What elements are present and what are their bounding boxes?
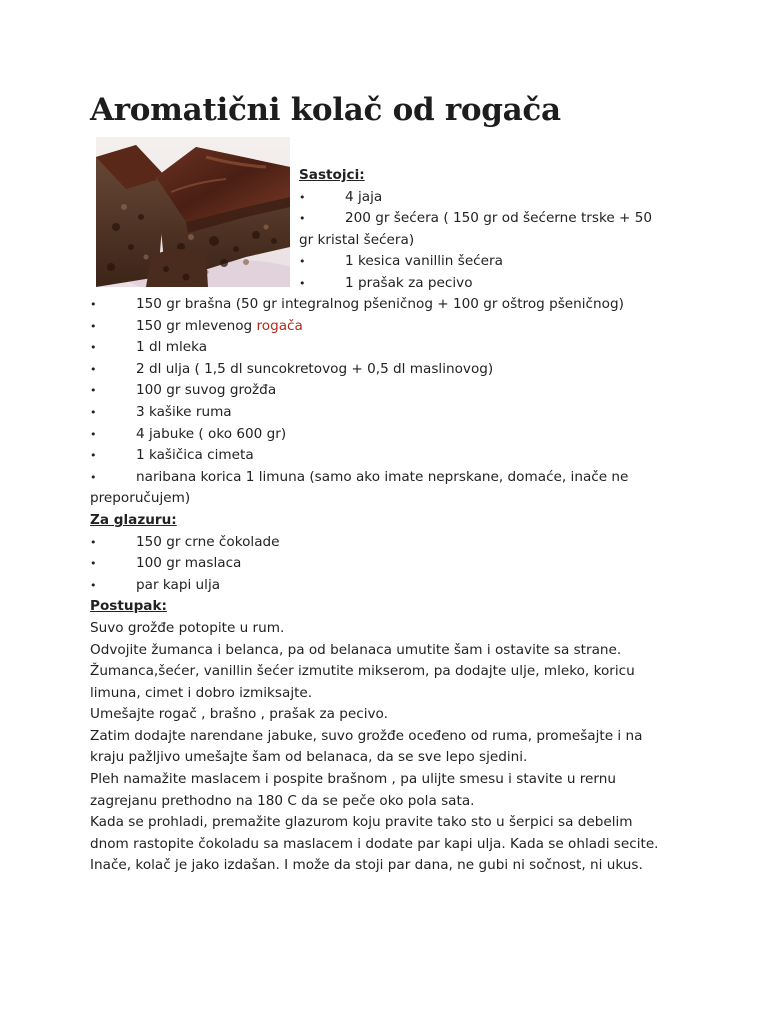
ingredients-main-list xyxy=(90,294,670,510)
bullet-icon: • xyxy=(90,557,97,571)
cake-photo-icon xyxy=(96,137,290,287)
ingredient-text: 3 kašike ruma xyxy=(136,403,232,420)
bullet-icon: • xyxy=(90,362,97,376)
instruction-line: Odvojite žumanca i belanca, pa od belanaca umutite šam i ostavite sa strane. xyxy=(90,641,622,658)
list-item xyxy=(90,467,670,510)
instructions xyxy=(90,618,670,877)
ingredient-text: 4 jaja xyxy=(345,188,383,205)
bullet-icon: • xyxy=(90,427,97,441)
rogac-link[interactable]: rogača xyxy=(256,317,303,334)
bullet-icon: • xyxy=(90,384,97,398)
instruction-line: Kada se prohladi, premažite glazurom koju pravite tako sto u šerpici sa debelim dnom rastopite čokoladu sa maslacem i dodate par kapi ulja. Kada se ohladi secite. xyxy=(90,814,659,852)
ingredient-text: 200 gr šećera ( 150 gr od šećerne trske + 50 gr kristal šećera) xyxy=(299,210,653,248)
bullet-icon: • xyxy=(299,255,306,269)
glazura-list xyxy=(90,532,670,597)
ingredient-text: naribana korica 1 limuna (samo ako imate neprskane, domaće, inače ne preporučujem) xyxy=(90,468,629,507)
instruction-line: Inače, kolač je jako izdašan. I može da stoji par dana, ne gubi ni sočnost, ni ukus. xyxy=(90,857,643,874)
page-title: Aromatični kolač od rogača xyxy=(90,92,561,128)
ingredient-text: 100 gr suvog grožđa xyxy=(136,382,277,399)
ingredients-top-list xyxy=(299,187,669,295)
ingredient-text: 150 gr crne čokolade xyxy=(136,533,280,550)
instruction-line: Suvo grožđe potopite u rum. xyxy=(90,619,285,636)
list-item xyxy=(90,532,670,554)
bullet-icon: • xyxy=(90,470,97,484)
list-item xyxy=(90,316,670,338)
list-item xyxy=(299,251,669,273)
instruction-line: Zatim dodajte narendane jabuke, suvo grožđe oceđeno od ruma, promešajte i na kraju pažljivo umešajte šam od belanaca, da se sve lepo sjedini. xyxy=(90,727,643,766)
list-item xyxy=(90,380,670,402)
ingredients-top xyxy=(299,165,669,295)
ingredient-text: 2 dl ulja ( 1,5 dl suncokretovog + 0,5 dl maslinovog) xyxy=(136,360,494,377)
list-item xyxy=(90,359,670,381)
instruction-line: Žumanca,šećer, vanillin šećer izmutite mikserom, pa dodajte ulje, mleko, koricu limuna, cimet i dobro izmiksajte. xyxy=(90,663,635,701)
bullet-icon: • xyxy=(90,341,97,355)
glazura-heading: Za glazuru: xyxy=(90,511,177,528)
bullet-icon: • xyxy=(90,449,97,463)
list-item xyxy=(90,424,670,446)
ingredient-text: 150 gr mlevenog xyxy=(136,317,257,334)
list-item xyxy=(90,553,670,575)
ingredient-text: 1 kašičica cimeta xyxy=(136,447,254,464)
sastojci-heading: Sastojci: xyxy=(299,167,365,183)
instruction-line: Umešajte rogač , brašno , prašak za pecivo. xyxy=(90,706,388,723)
list-item xyxy=(90,294,670,316)
bullet-icon: • xyxy=(90,405,97,419)
ingredient-text: 4 jabuke ( oko 600 gr) xyxy=(136,425,287,442)
bullet-icon: • xyxy=(299,190,306,204)
ingredient-text: 1 dl mleka xyxy=(136,339,208,356)
ingredient-text: 100 gr maslaca xyxy=(136,555,242,572)
ingredient-text: 1 prašak za pecivo xyxy=(345,274,473,291)
list-item xyxy=(299,187,669,209)
list-item xyxy=(90,445,670,467)
cake-photo xyxy=(96,137,290,287)
ingredient-text: par kapi ulja xyxy=(136,576,221,593)
list-item xyxy=(90,575,670,597)
instruction-line: Pleh namažite maslacem i pospite brašnom , pa ulijte smesu i stavite u rernu zagrejanu prethodno na 180 C da se peče oko pola sata. xyxy=(90,771,616,809)
bullet-icon: • xyxy=(90,578,97,592)
list-item xyxy=(299,273,669,295)
list-item xyxy=(299,208,669,251)
bullet-icon: • xyxy=(90,319,97,333)
list-item xyxy=(90,337,670,359)
bullet-icon: • xyxy=(299,212,306,226)
ingredient-text: 1 kesica vanillin šećera xyxy=(345,253,503,270)
ingredient-text: 150 gr brašna (50 gr integralnog pšeničnog + 100 gr oštrog pšeničnog) xyxy=(136,296,624,312)
recipe-body xyxy=(90,294,670,877)
postupak-heading: Postupak: xyxy=(90,598,167,615)
bullet-icon: • xyxy=(90,298,97,311)
list-item xyxy=(90,402,670,424)
bullet-icon: • xyxy=(299,276,306,290)
bullet-icon: • xyxy=(90,535,97,549)
